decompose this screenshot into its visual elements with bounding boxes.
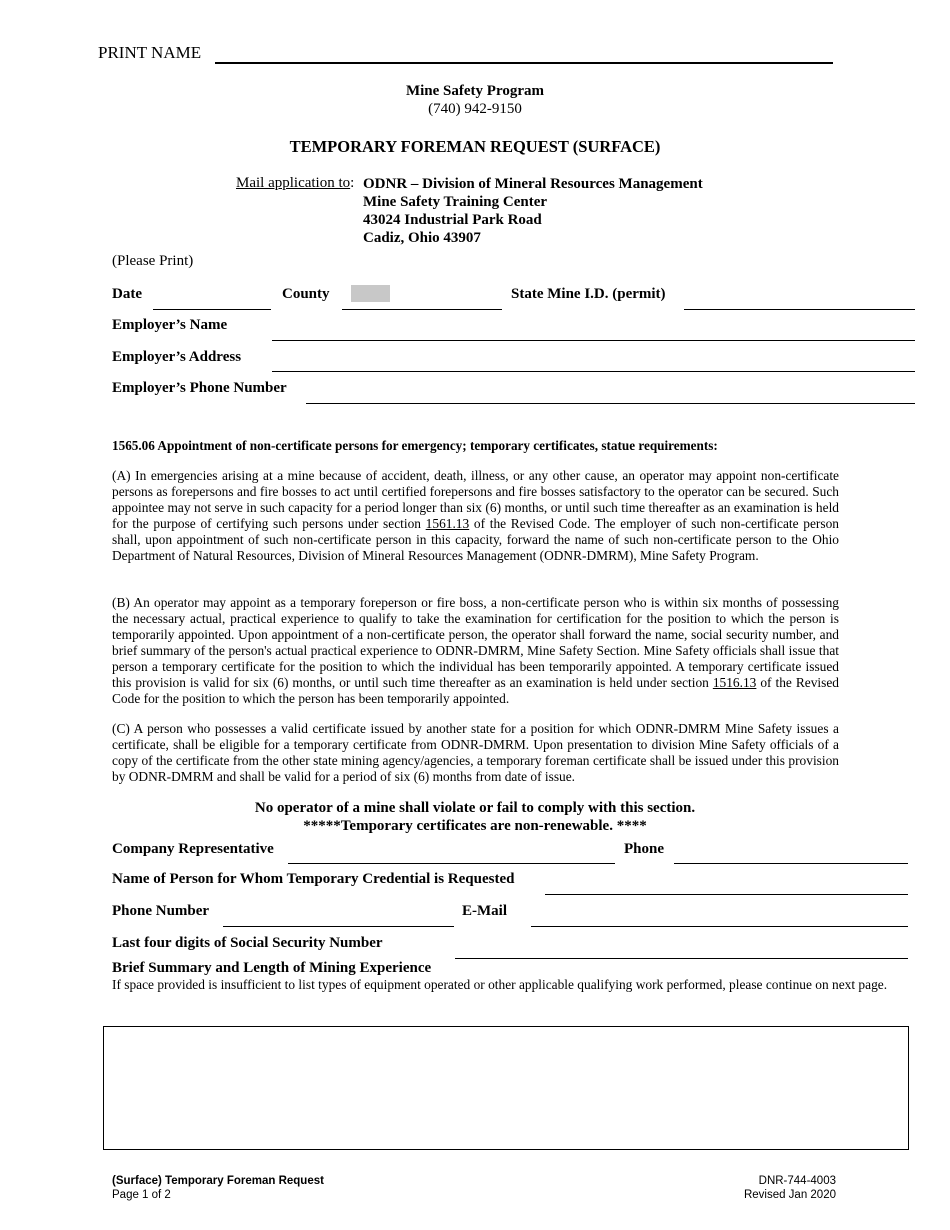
statute-paragraph-c: (C) A person who possesses a valid certificate issued by another state for a position for which ODNR-DMRM Mine Safety issues a certificate, shall be eligible for a temporary certificate from ODNR-DMRM. Upon presentation to division Mine Safety officials of a copy of the certificate from the other state mining agency/agencies, a temporary foreman certificate shall be issued under this provision by ODNR-DMRM and shall be valid for a period of six (6) months from date of issue. [112,721,839,784]
employer-phone-field[interactable] [306,403,915,404]
please-print-note: (Please Print) [112,253,194,269]
date-field[interactable] [153,309,271,310]
email-label: E-Mail [462,903,507,919]
non-renewable-warning: *****Temporary certificates are non-renewable. **** [303,818,647,834]
county-dropdown[interactable] [351,285,390,302]
footer-form-title: (Surface) Temporary Foreman Request [112,1175,324,1187]
county-label: County [282,286,330,302]
date-label: Date [112,286,142,302]
footer-form-number: DNR-744-4003 [758,1175,836,1187]
statute-paragraph-b [112,595,839,707]
state-mine-id-field[interactable] [684,309,915,310]
program-name: Mine Safety Program [405,83,545,99]
page-title: TEMPORARY FOREMAN REQUEST (SURFACE) [289,137,661,156]
mail-colon: : [350,175,355,191]
company-rep-label: Company Representative [112,841,274,857]
mail-address [363,175,703,247]
print-name-label: PRINT NAME [98,43,202,62]
company-phone-label: Phone [624,841,665,857]
mail-address-line4: Cadiz, Ohio 43907 [363,230,481,246]
employer-name-label: Employer’s Name [112,317,228,333]
statute-a-text-2: of the Revised Code. The employer of such non-certificate person shall, upon appointment of such non-certificate person in this capacity, forward the name of such non-certificate person to the Ohio Department of Natural Resources, Division of Mineral Resources Management (ODNR-DMRM), Mine Safety Program. [112,516,839,563]
person-name-field[interactable] [545,894,908,895]
mail-label-block [236,175,354,192]
phone-number-label: Phone Number [112,903,210,919]
program-phone: (740) 942-9150 [428,101,522,117]
statute-paragraph-a [112,468,839,564]
phone-number-field[interactable] [223,926,454,927]
statute-b-text-2: of the Revised Code for the position to which the person has been temporarily appointed. [112,675,840,706]
county-field[interactable] [342,309,502,310]
summary-note: If space provided is insufficient to list types of equipment operated or other applicable qualifying work performed, please continue on next page. [112,977,888,992]
print-name-field[interactable] [215,62,833,64]
footer-right [744,1174,836,1202]
employer-phone-label: Employer’s Phone Number [112,380,287,396]
state-mine-id-label: State Mine I.D. (permit) [511,286,666,302]
company-rep-field[interactable] [288,863,615,864]
ssn-label: Last four digits of Social Security Number [112,935,383,951]
employer-address-label: Employer’s Address [112,349,242,365]
statute-b-text-1: (B) An operator may appoint as a temporary foreperson or fire boss, a non-certificate person who is within six months of possessing the necessary actual, practical experience to qualify to take the examination for certification for the position to which the person is temporarily appointed. Upon appointment of a non-certificate person, the operator shall forward the name, social security number, and brief summary of the person's actual practical experience to ODNR-DMRM, Mine Safety Section. Mine Safety officials shall issue that person a temporary certificate for the position to which the individual has been temporarily appointed. A temporary certificate issued this provision is valid for six (6) months, or until such time thereafter as an examination is held under section [112,595,839,690]
mail-address-line3: 43024 Industrial Park Road [363,212,542,228]
section-1516-13-link[interactable]: 1516.13 [712,675,757,690]
experience-summary-box[interactable] [103,1026,909,1150]
section-1561-13-link[interactable]: 1561.13 [425,516,470,531]
compliance-warning: No operator of a mine shall violate or fail to comply with this section. [254,800,696,816]
statute-heading: 1565.06 Appointment of non-certificate persons for emergency; temporary certificates, statue requirements: [112,438,718,453]
company-phone-field[interactable] [674,863,908,864]
person-name-label: Name of Person for Whom Temporary Credential is Requested [112,871,515,887]
employer-name-field[interactable] [272,340,915,341]
mail-address-line2: Mine Safety Training Center [363,194,548,210]
email-field[interactable] [531,926,908,927]
footer-revised-date: Revised Jan 2020 [743,1189,836,1201]
mail-label: Mail application to [236,175,351,191]
footer-left [112,1174,324,1202]
footer-page-number: Page 1 of 2 [112,1189,171,1201]
ssn-field[interactable] [455,958,908,959]
statute-a-text-1: (A) In emergencies arising at a mine because of accident, death, illness, or any other cause, an operator may appoint non-certificate persons as forepersons and fire bosses to act until certified forepersons and fire bosses satisfactory to the operator can be secured. Such appointee may not serve in such capacity for a period longer than six (6) months, or until such time thereafter as an examination is held for the purpose of certifying such persons under section [112,468,839,531]
summary-label: Brief Summary and Length of Mining Experience [112,960,432,976]
mail-address-line1: ODNR – Division of Mineral Resources Management [363,176,703,192]
employer-address-field[interactable] [272,371,915,372]
